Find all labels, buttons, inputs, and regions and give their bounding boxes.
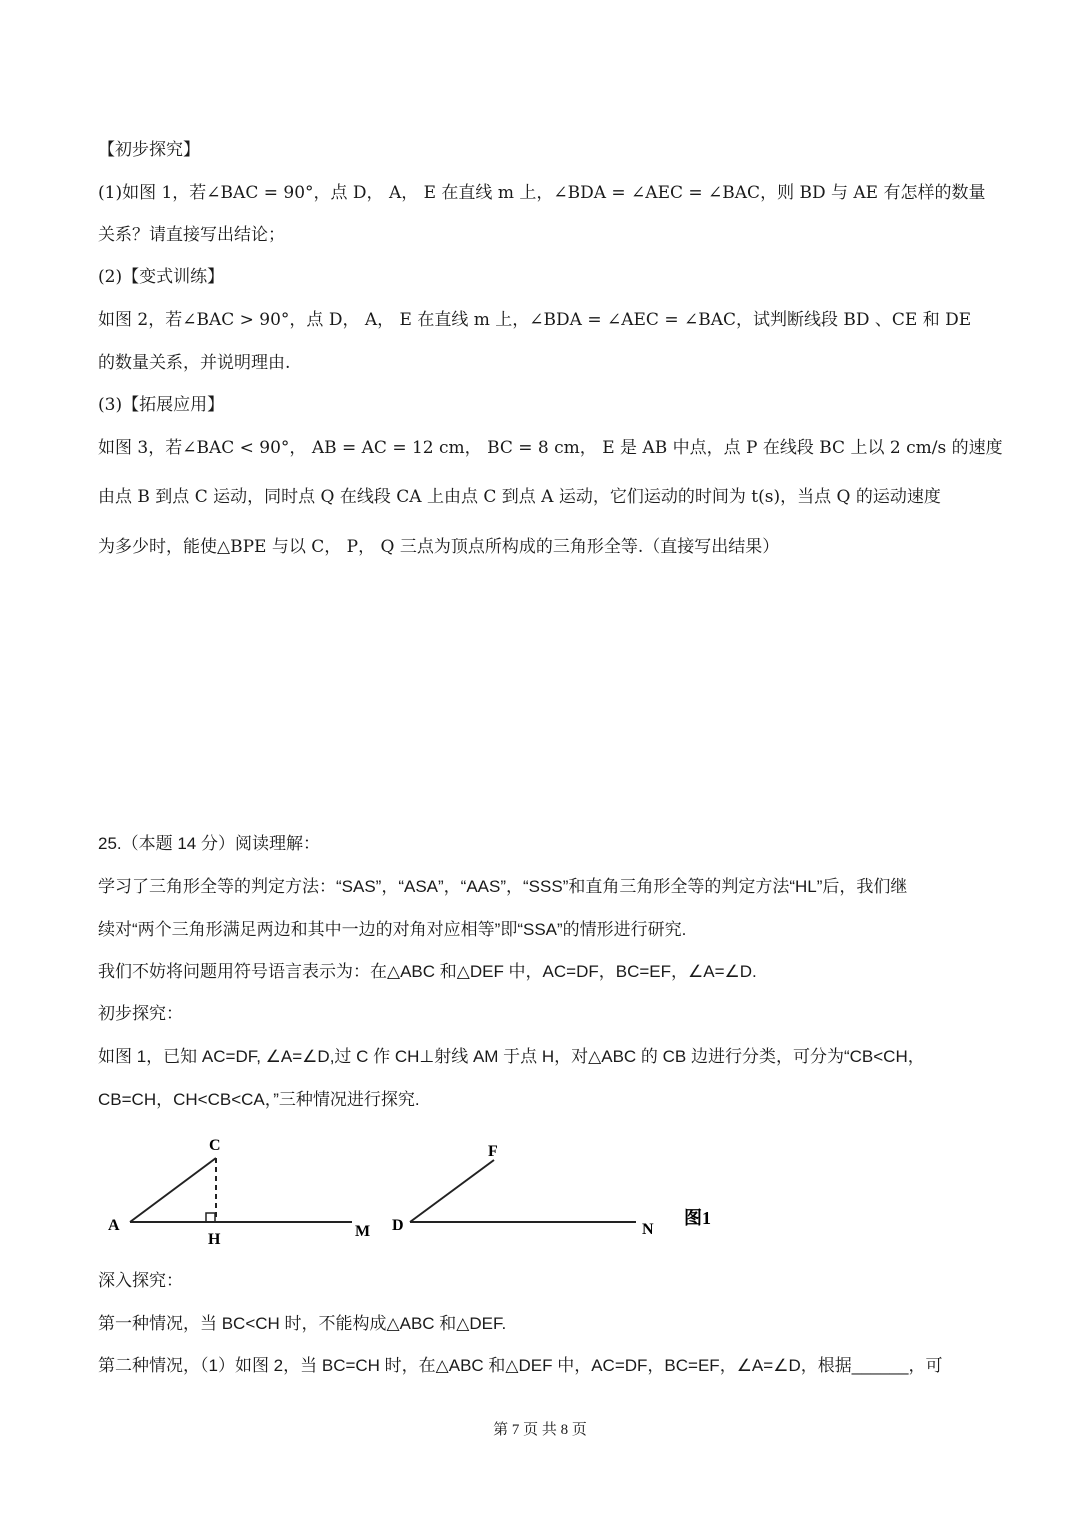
question-1-line-2: 关系？请直接写出结论； bbox=[98, 225, 285, 245]
question-2-line-2: 的数量关系，并说明理由. bbox=[98, 353, 291, 373]
explore-label: 初步探究： bbox=[98, 1004, 183, 1023]
case-2-text: 第二种情况，（1）如图 2，当 BC=CH 时，在△ABC 和△DEF 中，AC=DF，BC=EF，∠A=∠D，根据______，可 bbox=[98, 1356, 943, 1375]
label-N: N bbox=[642, 1221, 654, 1238]
question-3-title: (3)【拓展应用】 bbox=[98, 395, 225, 415]
paragraph-1-line-2: 续对“两个三角形满足两边和其中一边的对角对应相等”即“SSA”的情形进行研究. bbox=[98, 920, 687, 939]
label-F: F bbox=[488, 1143, 498, 1160]
figure-1-caption: 图1 bbox=[684, 1208, 711, 1228]
paragraph-2: 我们不妨将问题用符号语言表示为：在△ABC 和△DEF 中，AC=DF，BC=EF，∠A=∠D. bbox=[98, 962, 757, 981]
line-DF bbox=[410, 1160, 494, 1222]
paragraph-3-line-1: 如图 1，已知 AC=DF, ∠A=∠D,过 C 作 CH⊥射线 AM 于点 H，对△ABC 的 CB 边进行分类，可分为“CB<CH， bbox=[98, 1047, 925, 1066]
right-angle-mark bbox=[206, 1213, 215, 1222]
figure-1-diagram bbox=[0, 1130, 1080, 1250]
question-25-title: 25.（本题 14 分）阅读理解： bbox=[98, 834, 320, 853]
section-heading-preliminary: 【初步探究】 bbox=[98, 140, 200, 160]
label-C: C bbox=[209, 1137, 221, 1154]
question-2-title: (2)【变式训练】 bbox=[98, 267, 225, 287]
paragraph-3-line-2: CB=CH，CH<CB<CA，”三种情况进行探究. bbox=[98, 1090, 420, 1109]
paragraph-1-line-1: 学习了三角形全等的判定方法：“SAS”，“ASA”，“AAS”，“SSS”和直角三角形全等的判定方法“HL”后，我们继 bbox=[98, 877, 908, 896]
label-D: D bbox=[392, 1217, 404, 1234]
question-3-line-1: 如图 3，若∠BAC < 90°， AB = AC = 12 cm， BC = 8 cm， E 是 AB 中点，点 P 在线段 BC 上以 2 cm/s 的速度 bbox=[98, 438, 1003, 458]
question-2-line-1: 如图 2，若∠BAC > 90°，点 D， A， E 在直线 m 上，∠BDA = ∠AEC = ∠BAC，试判断线段 BD 、CE 和 DE bbox=[98, 310, 972, 330]
question-1-line-1: (1)如图 1，若∠BAC = 90°，点 D， A， E 在直线 m 上，∠BDA = ∠AEC = ∠BAC，则 BD 与 AE 有怎样的数量 bbox=[98, 183, 986, 203]
question-3-line-2: 由点 B 到点 C 运动，同时点 Q 在线段 CA 上由点 C 到点 A 运动，它们运动的时间为 t(s)，当点 Q 的运动速度 bbox=[98, 487, 941, 507]
label-H: H bbox=[208, 1231, 221, 1248]
line-AC bbox=[130, 1158, 216, 1222]
label-A: A bbox=[108, 1217, 120, 1234]
label-M: M bbox=[355, 1223, 371, 1240]
deep-explore-label: 深入探究： bbox=[98, 1271, 183, 1290]
page-footer: 第 7 页 共 8 页 bbox=[493, 1422, 587, 1438]
question-3-line-3: 为多少时，能使△BPE 与以 C， P， Q 三点为顶点所构成的三角形全等.（直接写出结果） bbox=[98, 537, 780, 557]
case-1-text: 第一种情况，当 BC<CH 时，不能构成△ABC 和△DEF. bbox=[98, 1314, 507, 1333]
